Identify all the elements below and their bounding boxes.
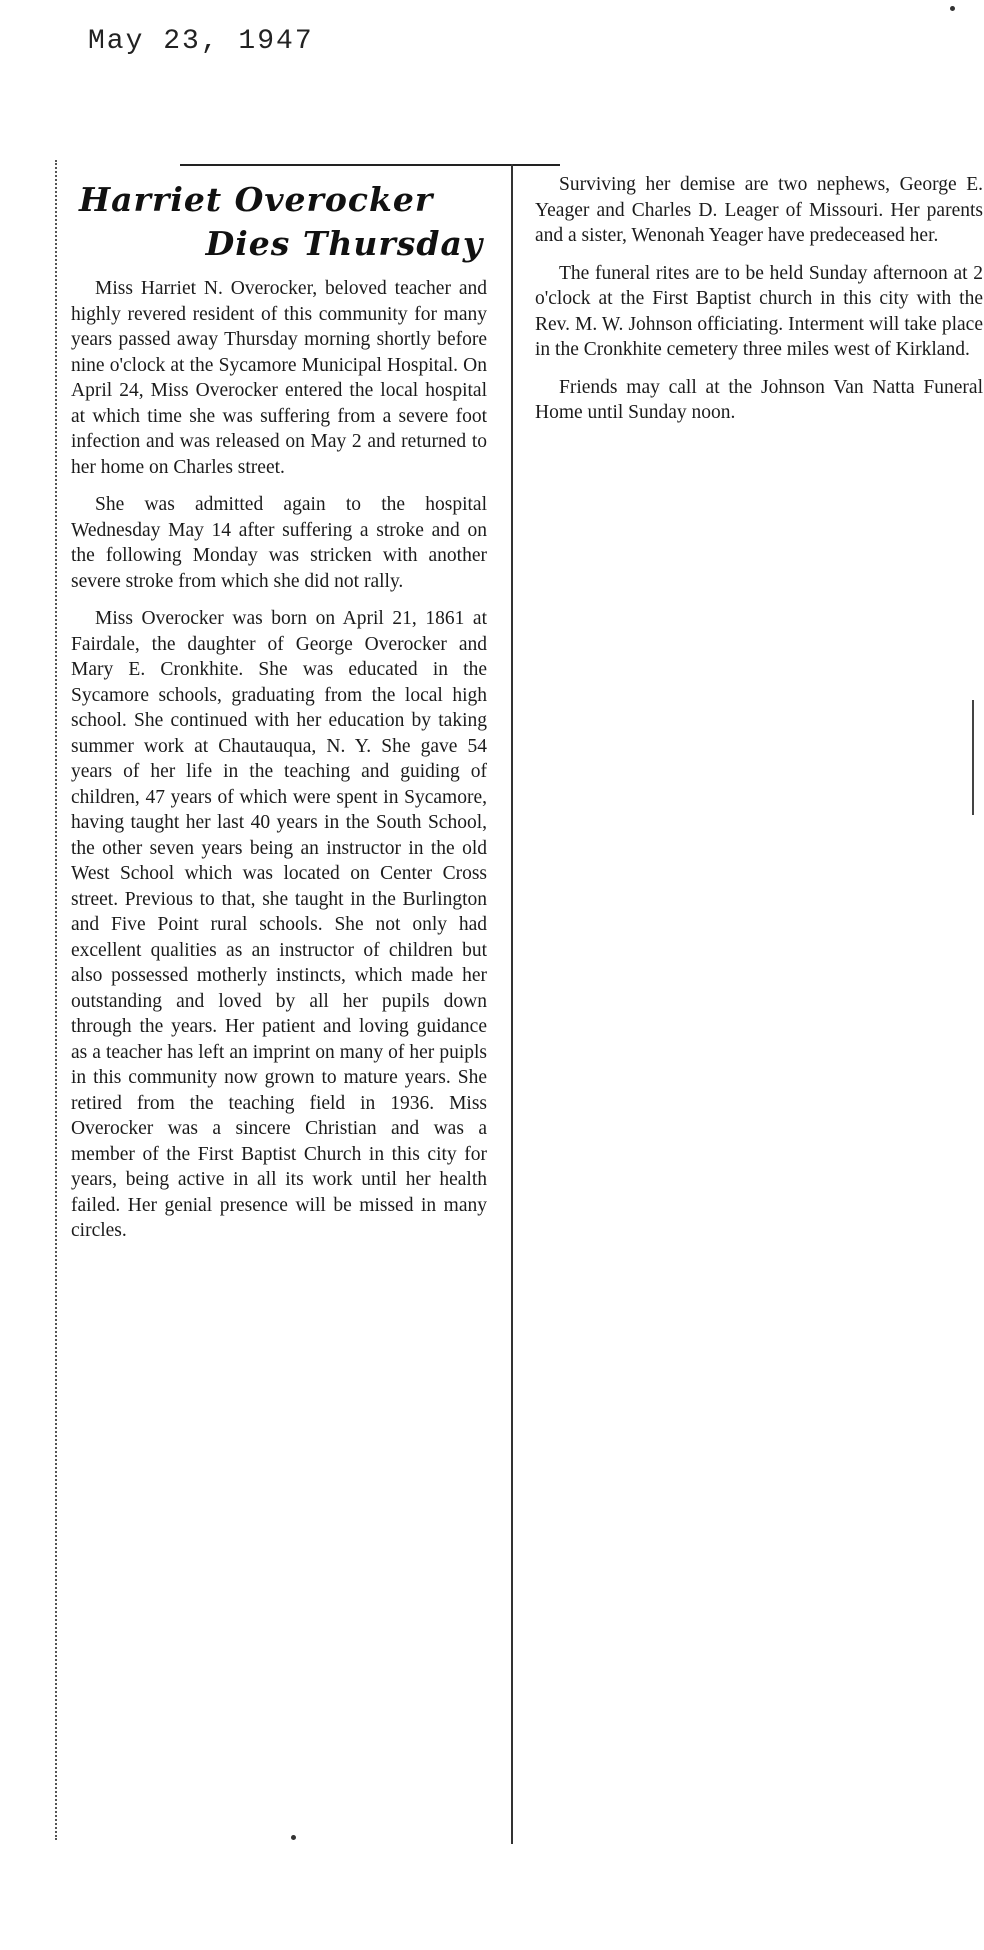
paragraph-funeral-rites: The funeral rites are to be held Sunday afternoon at 2 o'clock at the First Baptist church in this city with the Rev. M. W. Johnson officiating. Interment will take place in the Cronkhite cemetery three miles west of Kirkland. bbox=[535, 262, 983, 360]
headline-line-2: Dies Thursday bbox=[205, 224, 483, 263]
column-divider bbox=[511, 164, 513, 1844]
headline bbox=[79, 178, 487, 266]
edge-mark bbox=[972, 700, 974, 815]
newspaper-clipping bbox=[55, 160, 983, 1850]
headline-line-1: Harriet Overocker bbox=[79, 180, 434, 219]
bottom-speck bbox=[291, 1835, 296, 1840]
right-column bbox=[535, 172, 983, 438]
corner-speck bbox=[950, 6, 955, 11]
paragraph-stroke: She was admitted again to the hospital Wednesday May 14 after suffering a stroke and on the following Monday was stricken with another severe stroke from which she did not rally. bbox=[71, 494, 487, 592]
paragraph-visitation: Friends may call at the Johnson Van Natta Funeral Home until Sunday noon. bbox=[535, 376, 983, 423]
left-column bbox=[55, 160, 487, 1840]
paragraph-death-notice: Miss Harriet N. Overocker, beloved teacher and highly revered resident of this community for many years passed away Thursday morning shortly before nine o'clock at the Sycamore Municipal Hospital. On April 24, Miss Overocker entered the local hospital at which time she was suffering from a severe foot infection and was released on May 2 and returned to her home on Charles street. bbox=[71, 278, 487, 478]
clipping-date: May 23, 1947 bbox=[88, 26, 314, 57]
paragraph-biography: Miss Overocker was born on April 21, 1861 at Fairdale, the daughter of George Overocker and Mary E. Cronkhite. She was educated in the Sycamore schools, graduating from the local high school. She continued with her education by taking summer work at Chautauqua, N. Y. She gave 54 years of her life in the teaching and guiding of children, 47 years of which were spent in Sycamore, having taught her last 40 years in the South School, the other seven years being an instructor in the old West School which was located on Center Cross street. Previous to that, she taught in the Burlington and Five Point rural schools. She not only had excellent qualities as an instructor of children but also possessed motherly instincts, which made her outstanding and loved by all her pupils down through the years. Her patient and loving guidance as a teacher has left an imprint on many of her puipls in this community now grown to mature years. She retired from the teaching field in 1936. Miss Overocker was a sincere Christian and was a member of the First Baptist Church in this city for years, being active in all its work until her health failed. Her genial presence will be missed in many circles. bbox=[71, 608, 487, 1241]
paragraph-survivors: Surviving her demise are two nephews, George E. Yeager and Charles D. Leager of Missouri. Her parents and a sister, Wenonah Yeager have predeceased her. bbox=[535, 174, 983, 246]
